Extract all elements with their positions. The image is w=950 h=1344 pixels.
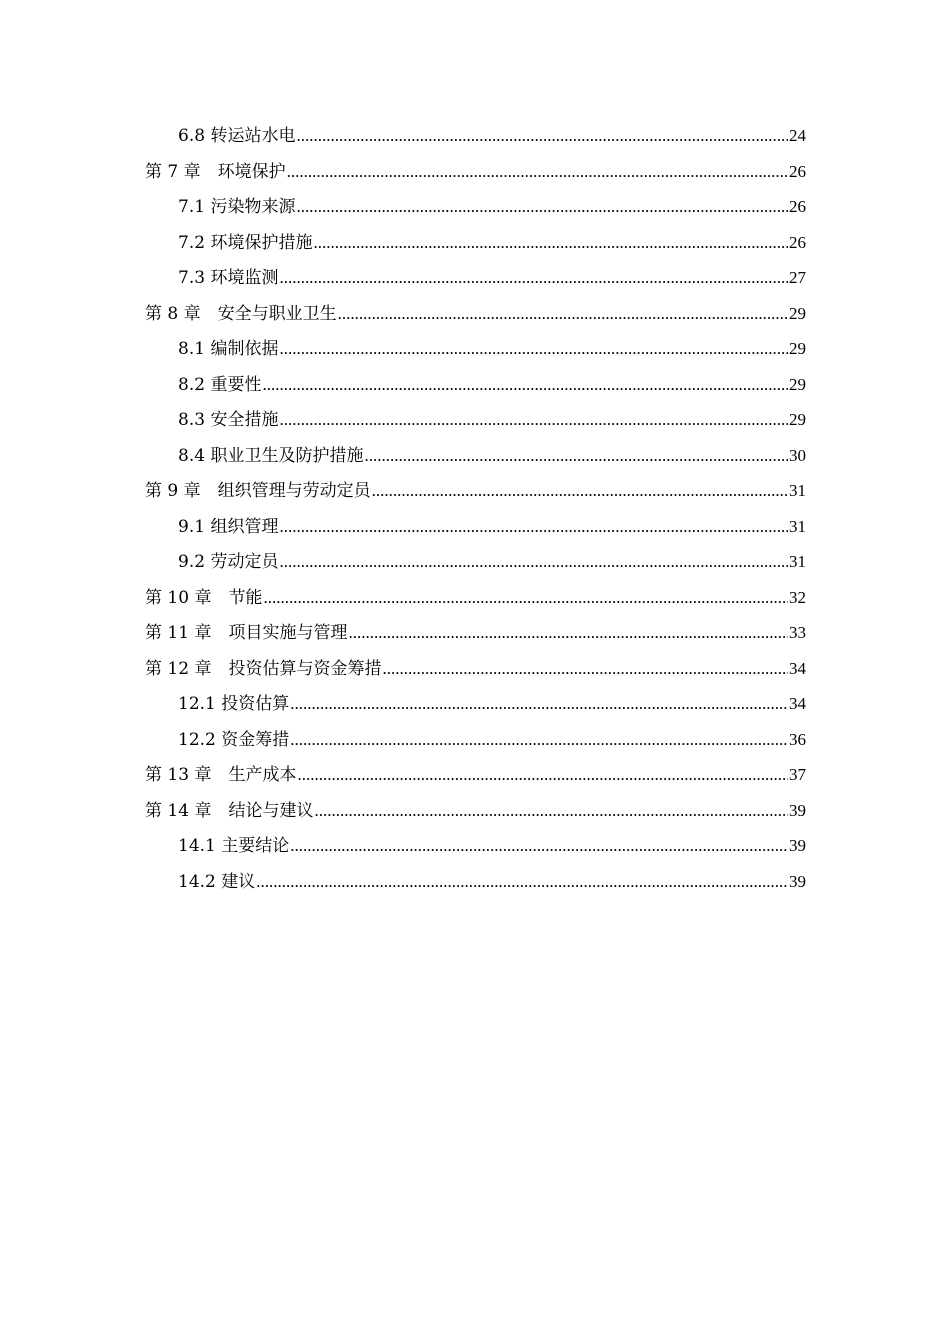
toc-entry-title: 8.2 重要性	[178, 374, 262, 395]
toc-dot-leader	[279, 509, 788, 545]
toc-dot-leader	[279, 544, 788, 580]
toc-entry-8-4[interactable]	[145, 438, 806, 474]
toc-entry-page: 39	[789, 871, 806, 891]
toc-entry-page: 32	[789, 587, 806, 607]
toc-dot-leader	[279, 260, 788, 296]
toc-entry-page: 31	[789, 481, 806, 500]
toc-entry-8-3[interactable]	[145, 402, 806, 438]
toc-dot-leader	[348, 615, 788, 651]
toc-entry-chapter-9[interactable]	[145, 473, 806, 509]
toc-entry-page: 24	[789, 126, 806, 145]
toc-entry-7-2[interactable]	[145, 225, 806, 261]
toc-dot-leader	[297, 757, 788, 793]
toc-entry-page: 30	[789, 445, 806, 465]
toc-entry-page: 29	[789, 303, 806, 323]
toc-entry-7-3[interactable]	[145, 260, 806, 296]
toc-entry-title: 第 7 章 环境保护	[145, 161, 286, 182]
toc-entry-title: 第 8 章 安全与职业卫生	[145, 303, 337, 324]
toc-entry-page: 34	[789, 694, 806, 713]
toc-entry-6-8[interactable]	[145, 118, 806, 154]
toc-entry-chapter-7[interactable]	[145, 154, 806, 190]
toc-dot-leader	[290, 686, 788, 722]
toc-entry-title: 12.2 资金筹措	[178, 729, 290, 750]
toc-entry-chapter-13[interactable]	[145, 757, 806, 793]
toc-dot-leader	[290, 828, 788, 864]
toc-entry-title: 9.1 组织管理	[178, 516, 279, 537]
toc-entry-page: 26	[789, 197, 806, 216]
toc-dot-leader	[296, 189, 788, 225]
toc-entry-title: 7.3 环境监测	[178, 268, 279, 288]
toc-entry-page: 34	[789, 658, 806, 678]
toc-entry-page: 31	[789, 552, 806, 571]
toc-entry-title: 第 11 章 项目实施与管理	[145, 623, 348, 643]
toc-entry-page: 39	[789, 836, 806, 855]
toc-entry-chapter-14[interactable]	[145, 793, 806, 829]
toc-entry-title: 8.3 安全措施	[178, 410, 279, 430]
toc-entry-chapter-8[interactable]	[145, 296, 806, 332]
toc-entry-12-1[interactable]	[145, 686, 806, 722]
toc-dot-leader	[263, 580, 788, 616]
toc-entry-page: 26	[789, 232, 806, 252]
toc-entry-8-2[interactable]	[145, 367, 806, 403]
toc-entry-page: 37	[789, 765, 806, 784]
toc-entry-page: 29	[789, 374, 806, 394]
toc-dot-leader	[364, 438, 788, 474]
toc-entry-page: 26	[789, 161, 806, 181]
toc-entry-page: 33	[789, 623, 806, 642]
toc-entry-12-2[interactable]	[145, 722, 806, 758]
toc-entry-page: 36	[789, 729, 806, 749]
toc-dot-leader	[382, 651, 788, 687]
toc-entry-title: 第 10 章 节能	[145, 587, 263, 608]
toc-entry-title: 8.4 职业卫生及防护措施	[178, 445, 364, 466]
toc-entry-7-1[interactable]	[145, 189, 806, 225]
toc-dot-leader	[279, 402, 788, 438]
toc-dot-leader	[290, 722, 788, 758]
toc-dot-leader	[313, 225, 788, 261]
toc-dot-leader	[279, 331, 788, 367]
toc-entry-chapter-10[interactable]	[145, 580, 806, 616]
toc-entry-chapter-12[interactable]	[145, 651, 806, 687]
toc-entry-9-2[interactable]	[145, 544, 806, 580]
toc-entry-title: 7.1 污染物来源	[178, 197, 296, 217]
toc-entry-14-1[interactable]	[145, 828, 806, 864]
table-of-contents	[145, 118, 806, 899]
toc-entry-page: 31	[789, 516, 806, 536]
toc-entry-title: 7.2 环境保护措施	[178, 232, 313, 253]
toc-entry-page: 29	[789, 339, 806, 358]
toc-entry-page: 39	[789, 800, 806, 820]
toc-dot-leader	[256, 864, 788, 900]
toc-entry-title: 8.1 编制依据	[178, 339, 279, 359]
toc-entry-title: 第 9 章 组织管理与劳动定员	[145, 481, 371, 501]
toc-entry-14-2[interactable]	[145, 864, 806, 900]
toc-entry-title: 12.1 投资估算	[178, 694, 290, 714]
toc-entry-title: 6.8 转运站水电	[178, 126, 296, 146]
toc-entry-9-1[interactable]	[145, 509, 806, 545]
toc-entry-title: 第 14 章 结论与建议	[145, 800, 314, 821]
toc-entry-chapter-11[interactable]	[145, 615, 806, 651]
toc-entry-page: 29	[789, 410, 806, 429]
toc-dot-leader	[262, 367, 788, 403]
toc-dot-leader	[338, 296, 788, 332]
toc-entry-8-1[interactable]	[145, 331, 806, 367]
toc-entry-title: 第 12 章 投资估算与资金筹措	[145, 658, 382, 679]
toc-entry-title: 14.1 主要结论	[178, 836, 290, 856]
toc-dot-leader	[372, 473, 788, 509]
toc-dot-leader	[287, 154, 788, 190]
toc-dot-leader	[314, 793, 788, 829]
toc-dot-leader	[296, 118, 788, 154]
toc-entry-page: 27	[789, 268, 806, 287]
toc-entry-title: 第 13 章 生产成本	[145, 765, 297, 785]
toc-entry-title: 9.2 劳动定员	[178, 552, 279, 572]
toc-entry-title: 14.2 建议	[178, 871, 256, 892]
